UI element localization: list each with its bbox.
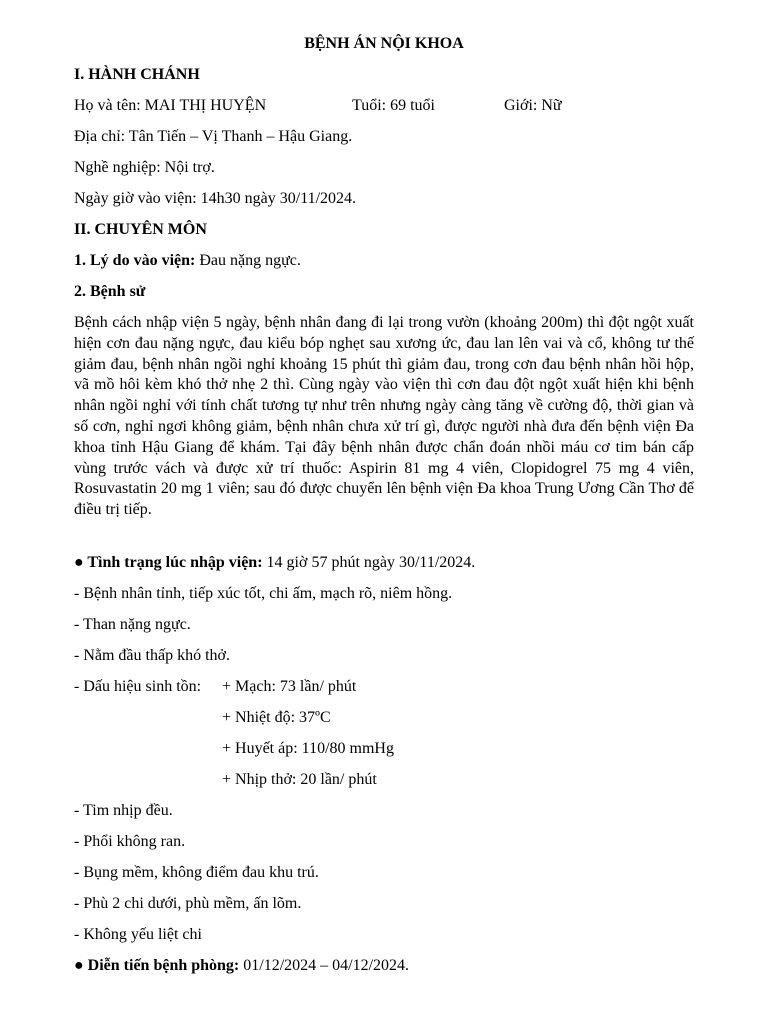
section-heading-administrative: I. HÀNH CHÁNH [74, 66, 200, 83]
document-title: BỆNH ÁN NỘI KHOA [304, 35, 464, 52]
admission-status-value: 14 giờ 57 phút ngày 30/11/2024. [262, 554, 476, 571]
patient-gender: Giới: Nữ [504, 97, 562, 114]
history-heading: 2. Bệnh sử [74, 283, 146, 300]
finding-item: - Nằm đầu thấp khó thở. [74, 647, 230, 664]
patient-name: Họ và tên: MAI THỊ HUYỆN [74, 97, 267, 114]
admission-reason-value: Đau nặng ngực. [195, 252, 301, 269]
section-heading-professional: II. CHUYÊN MÔN [74, 221, 207, 238]
exam-item: - Tim nhịp đều. [74, 802, 173, 819]
admission-reason-label: 1. Lý do vào viện: [74, 252, 196, 269]
exam-item: - Phù 2 chi dưới, phù mềm, ấn lõm. [74, 895, 302, 912]
exam-item: - Phổi không ran. [74, 833, 186, 850]
history-paragraph: Bệnh cách nhập viện 5 ngày, bệnh nhân đang đi lại trong vườn (khoảng 200m) thì đột ngột xuất hiện cơn đau nặng ngực, đau kiểu bóp nghẹt sau xương ức, đau lan lên vai và cổ, không tư thế giảm đau, bệnh nhân ngồi nghỉ khoảng 15 phút thì giảm đau, trong cơn đau bệnh nhân hồi hộp, vã mồ hôi kèm khó thở nhẹ 2 thì. Cùng ngày vào viện thì cơn đau đột ngột xuất hiện khi bệnh nhân ngồi nghỉ với tính chất tương tự như trên nhưng ngày càng tăng về cường độ, thời gian và số cơn, nghỉ ngơi không giảm, bệnh nhân chưa xử trí gì, được người nhà đưa đến bệnh viện Đa khoa tỉnh Hậu Giang để khám. Tại đây bệnh nhân được chẩn đoán nhồi máu cơ tim bán cấp vùng trước vách và được xử trí thuốc: Aspirin 81 mg 4 viên, Clopidogrel 75 mg 4 viên, Rosuvastatin 20 mg 1 viên; sau đó được chuyển lên bệnh viện Đa khoa Trung Ương Cần Thơ để điều trị tiếp. [74, 314, 694, 519]
ward-progress [74, 956, 409, 976]
finding-item: - Bệnh nhân tỉnh, tiếp xúc tốt, chi ấm, mạch rõ, niêm hồng. [74, 585, 453, 602]
admission-time: Ngày giờ vào viện: 14h30 ngày 30/11/2024. [74, 190, 357, 207]
vital-sign-pulse: + Mạch: 73 lần/ phút [222, 678, 357, 695]
exam-item: - Bụng mềm, không điểm đau khu trú. [74, 864, 319, 881]
admission-status [74, 553, 475, 573]
ward-progress-value: 01/12/2024 – 04/12/2024. [239, 957, 410, 974]
vital-sign-respiration: + Nhịp thở: 20 lần/ phút [222, 771, 377, 788]
patient-address: Địa chỉ: Tân Tiến – Vị Thanh – Hậu Giang. [74, 128, 353, 145]
patient-occupation: Nghề nghiệp: Nội trợ. [74, 159, 215, 176]
patient-age: Tuổi: 69 tuổi [352, 97, 435, 114]
finding-item: - Than nặng ngực. [74, 616, 191, 633]
admission-status-label: ● Tình trạng lúc nhập viện: [74, 554, 263, 571]
ward-progress-label: ● Diễn tiến bệnh phòng: [74, 957, 240, 974]
vital-sign-blood-pressure: + Huyết áp: 110/80 mmHg [222, 740, 394, 757]
vital-signs-label: - Dấu hiệu sinh tồn: [74, 678, 202, 695]
vital-sign-temperature: + Nhiệt độ: 37ºC [222, 709, 331, 726]
admission-reason [74, 251, 301, 271]
exam-item: - Không yếu liệt chi [74, 926, 202, 943]
